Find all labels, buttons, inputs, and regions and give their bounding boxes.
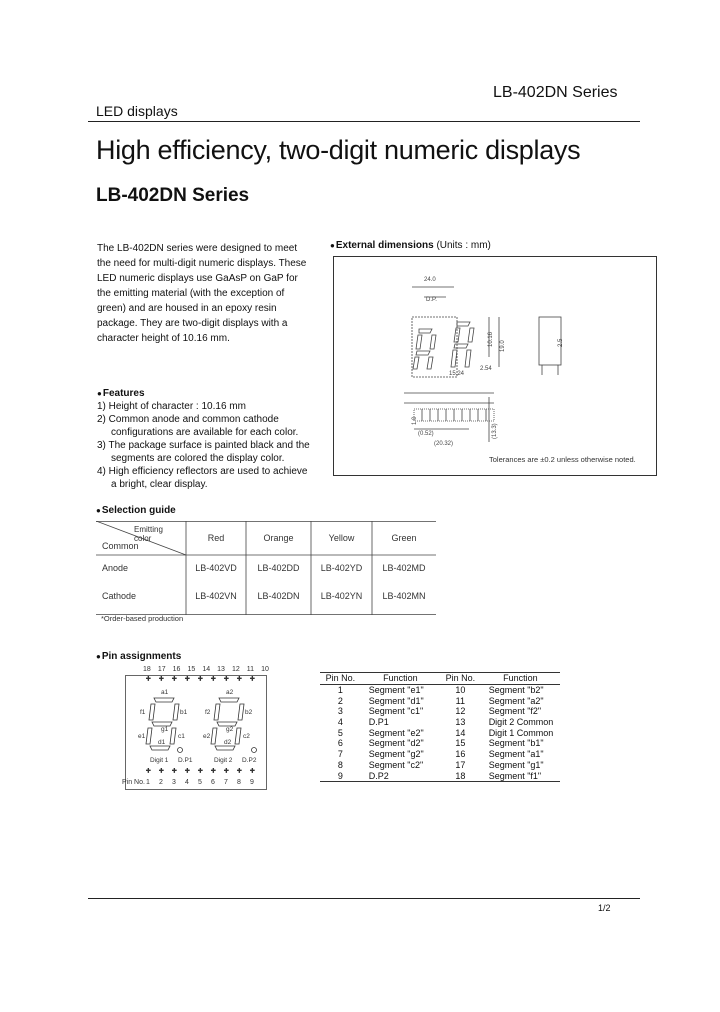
color-header-yellow: Yellow: [328, 533, 355, 543]
pin-number: 8: [237, 779, 241, 786]
part-cathode-yellow: LB-402YN: [320, 591, 363, 601]
seg-label-e2: e2: [203, 733, 211, 740]
header-pin-no: Pin No.: [445, 673, 476, 684]
part-anode-green: LB-402MD: [382, 563, 426, 573]
pin-no-cell: 16: [455, 749, 466, 760]
pin-number: 2: [159, 779, 163, 786]
plus-mark: +: [250, 766, 255, 775]
plus-mark: +: [211, 766, 216, 775]
seg-label-g2: g2: [226, 726, 234, 733]
page-subtitle: LB-402DN Series: [96, 185, 250, 206]
pin-no-cell: 1: [337, 685, 343, 696]
pin-number: 12: [231, 666, 240, 673]
dimensions-heading: [330, 240, 491, 251]
row-common-anode: Anode: [102, 563, 129, 573]
table-row: [320, 717, 560, 728]
table-row: [320, 770, 560, 781]
function-cell: D.P2: [368, 770, 389, 781]
pin-no-label: Pin No.: [122, 779, 145, 786]
plus-mark: +: [146, 766, 151, 775]
function-cell: Segment "g1": [488, 759, 544, 770]
function-cell: Digit 1 Common: [488, 727, 554, 738]
pin-number: 16: [172, 666, 181, 673]
plus-mark: +: [185, 676, 190, 683]
pin-number: 18: [143, 666, 151, 673]
plus-mark: +: [224, 766, 229, 775]
function-cell: Segment "a2": [488, 695, 544, 706]
pin-no-cell: 14: [455, 727, 466, 738]
pin-no-cell: 18: [455, 770, 466, 781]
page-number: 1/2: [598, 903, 611, 913]
pin-no-cell: 17: [455, 759, 466, 770]
seg-label-b1: b1: [180, 709, 188, 716]
part-anode-yellow: LB-402YD: [320, 563, 363, 573]
function-cell: Segment "a1": [488, 749, 544, 760]
digit2-label: Digit 2: [214, 757, 233, 764]
tolerance-note: Tolerances are ±0.2 unless otherwise noted.: [489, 455, 636, 464]
dim-label-depth: 2.5: [558, 338, 564, 347]
plus-mark: +: [237, 766, 242, 775]
dim-label-pin-width: (0.52): [418, 431, 434, 437]
seg-label-c2: c2: [243, 733, 250, 740]
header-function: Function: [503, 673, 538, 684]
dimensions-title: ● External dimensions: [330, 240, 434, 251]
function-cell: Segment "g2": [368, 749, 424, 760]
seg-label-a1: a1: [161, 689, 169, 696]
seg-label-a2: a2: [226, 689, 234, 696]
seg-label-b2: b2: [245, 709, 253, 716]
function-cell: Segment "b1": [488, 738, 544, 749]
features-title: ● Features: [97, 387, 312, 400]
pin-number: 13: [217, 666, 225, 673]
dim-label-lead-length: (13.3): [492, 423, 498, 439]
seg-label-f1: f1: [140, 709, 146, 716]
intro-paragraph: The LB-402DN series were designed to meet the need for multi-digit numeric displays. These LED numeric displays use GaAsP on GaP for the emitting material (with the exception of green) and are housed in an epoxy resin package. They are two-digit displays with a character height of 10.16 mm.: [97, 243, 307, 344]
features-list: [97, 400, 312, 491]
color-header-green: Green: [391, 533, 417, 543]
pin-no-cell: 4: [337, 717, 343, 728]
pin-number: 6: [211, 779, 215, 786]
dim-label-pin-pitch: 2.54: [480, 366, 492, 372]
part-anode-orange: LB-402DD: [257, 563, 300, 573]
pin-number: 3: [172, 779, 176, 786]
footer-divider: [88, 898, 640, 899]
table-row: [320, 749, 560, 760]
digit1-label: Digit 1: [150, 757, 169, 764]
header-divider: [88, 121, 640, 122]
plus-marks-bottom: [146, 766, 255, 775]
pin-function-table: [320, 672, 560, 782]
pin-no-cell: 5: [337, 727, 343, 738]
row-common-cathode: Cathode: [102, 591, 137, 601]
bottom-pin-numbers: [122, 779, 263, 786]
seg-label-d2: d2: [224, 739, 232, 746]
plus-mark: +: [146, 676, 151, 683]
pin-table-header-row: [320, 673, 560, 685]
dimensions-drawing: [334, 257, 656, 475]
feature-item: 4) High efficiency reflectors are used to achieve a bright, clear display.: [97, 466, 308, 490]
pin-diagram: [125, 675, 267, 790]
pin-number: 9: [250, 779, 254, 786]
plus-marks-top: [146, 676, 255, 683]
seg-label-d1: d1: [158, 739, 166, 746]
pin-no-cell: 12: [455, 706, 466, 717]
pin-no-cell: 7: [337, 749, 343, 760]
pin-no-cell: 15: [455, 738, 466, 749]
dim-label-pitch: 15.24: [449, 371, 465, 377]
seg-label-c1: c1: [178, 733, 185, 740]
dimensions-drawing-box: [333, 256, 657, 476]
dim-label-dp: D.P.: [426, 297, 437, 303]
dp1-label: D.P1: [178, 757, 193, 764]
seg-label-e1: e1: [138, 733, 146, 740]
function-cell: Segment "b2": [488, 685, 544, 696]
pin-no-cell: 2: [337, 695, 343, 706]
selection-guide-title: ● Selection guide: [96, 505, 176, 516]
function-cell: Segment "e2": [368, 727, 424, 738]
pin-number: 1: [146, 779, 150, 786]
pin-no-cell: 6: [337, 738, 343, 749]
table-row: [320, 695, 560, 706]
table-row: [320, 706, 560, 717]
pin-number: 7: [224, 779, 228, 786]
plus-mark: +: [172, 766, 177, 775]
pin-no-cell: 8: [337, 759, 343, 770]
function-cell: Segment "c2": [368, 759, 424, 770]
header-pin-no: Pin No.: [325, 673, 356, 684]
function-cell: Segment "e1": [368, 685, 424, 696]
function-cell: Segment "d2": [368, 738, 424, 749]
plus-mark: +: [159, 766, 164, 775]
pin-no-cell: 11: [455, 695, 465, 706]
pin-number: 15: [187, 666, 196, 673]
pin-assignments-title: ● Pin assignments: [96, 651, 181, 662]
table-row: [320, 727, 560, 738]
function-cell: Digit 2 Common: [488, 717, 554, 728]
dim-label-pin-span: (20.32): [434, 441, 454, 447]
feature-item: 3) The package surface is painted black and the segments are colored the display color.: [97, 440, 310, 464]
part-anode-red: LB-402VD: [195, 563, 237, 573]
pin-number: 11: [246, 666, 255, 673]
pin-no-cell: 13: [455, 717, 466, 728]
plus-mark: +: [211, 676, 216, 683]
corner-common: Common: [102, 541, 139, 551]
table-row: [320, 760, 560, 771]
table-row: [320, 738, 560, 749]
part-cathode-red: LB-402VN: [195, 591, 237, 601]
pin-number: 10: [261, 666, 269, 673]
function-cell: D.P1: [368, 717, 389, 728]
seg-label-g1: g1: [161, 726, 169, 733]
corner-emitting-color: Emitting color: [134, 525, 163, 543]
plus-mark: +: [172, 676, 177, 683]
function-cell: Segment "d1": [368, 695, 424, 706]
plus-mark: +: [198, 676, 203, 683]
top-pin-numbers: [143, 666, 269, 673]
plus-mark: +: [237, 676, 242, 683]
pin-no-cell: 10: [455, 685, 466, 696]
part-cathode-green: LB-402MN: [382, 591, 426, 601]
pin-number: 17: [157, 666, 166, 673]
dim-label-width: 24.0: [424, 277, 436, 283]
category-label: LED displays: [96, 103, 178, 119]
color-header-orange: Orange: [263, 533, 294, 543]
dim-label-pin-offset: 1.0: [412, 416, 418, 425]
plus-mark: +: [159, 676, 164, 683]
pin-no-cell: 9: [337, 770, 343, 781]
feature-item: 2) Common anode and common cathode configurations are available for each color.: [97, 414, 299, 438]
plus-mark: +: [198, 766, 203, 775]
plus-mark: +: [185, 766, 190, 775]
plus-mark: +: [250, 676, 255, 683]
seg-label-f2: f2: [205, 709, 211, 716]
feature-item: 1) Height of character : 10.16 mm: [97, 401, 246, 412]
header-series-label: LB-402DN Series: [493, 84, 618, 101]
pin-diagram-drawing: [126, 676, 266, 776]
header-function: Function: [383, 673, 418, 684]
part-cathode-orange: LB-402DN: [257, 591, 300, 601]
plus-mark: +: [224, 676, 229, 683]
pin-number: 14: [202, 666, 211, 673]
dp2-label: D.P2: [242, 757, 257, 764]
function-cell: Segment "f2": [488, 706, 542, 717]
dimensions-units: (Units : mm): [436, 240, 491, 251]
pin-number: 4: [185, 779, 189, 786]
pin-number: 5: [198, 779, 202, 786]
function-cell: Segment "f1": [488, 770, 542, 781]
page-title: High efficiency, two-digit numeric displays: [96, 135, 581, 165]
selection-footnote: *Order-based production: [101, 614, 184, 623]
dim-label-char-height: 10.16: [488, 331, 494, 347]
color-header-red: Red: [207, 533, 225, 543]
pin-no-cell: 3: [337, 706, 343, 717]
table-row: [320, 684, 560, 695]
dim-label-height: 19.0: [500, 340, 506, 352]
features-section: [97, 387, 312, 491]
function-cell: Segment "c1": [368, 706, 424, 717]
